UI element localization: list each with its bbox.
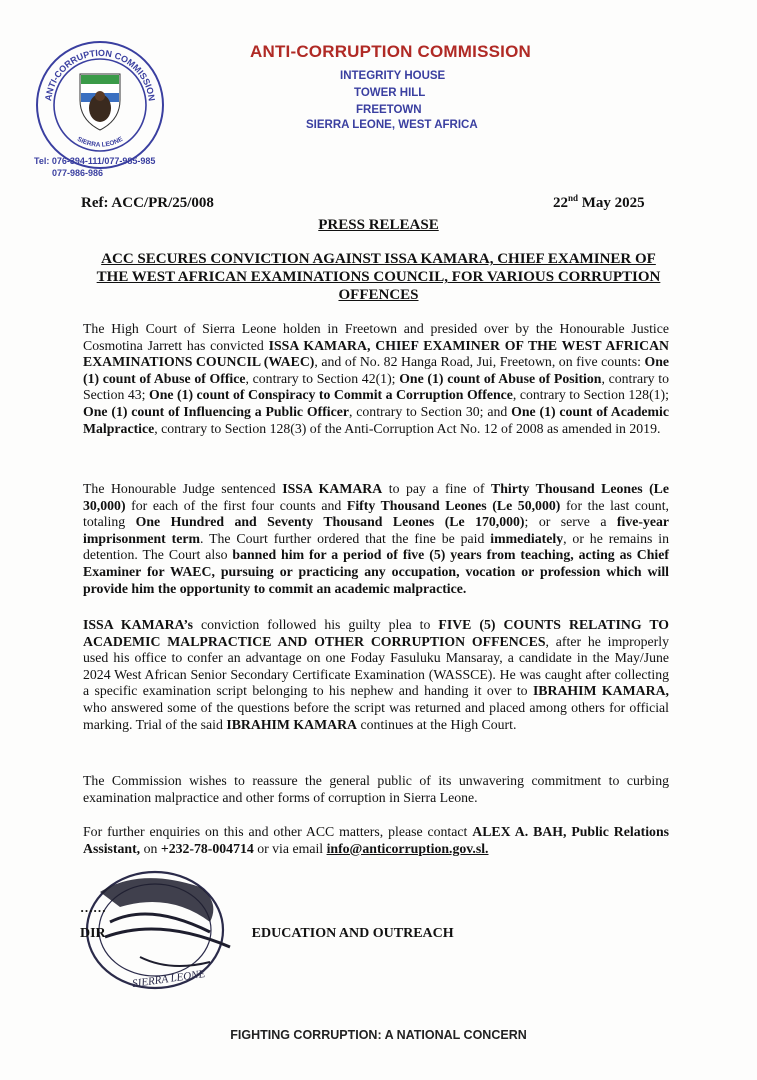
paragraph-0-segment-0: The High Court of Sierra Leone holden in Freetown and presided over by the Honourable Justice Cosmotina Jarrett has convicted (83, 321, 669, 353)
paragraph-4-segment-3: +232-78-004714 (160, 840, 254, 856)
paragraph-2-segment-6: IBRAHIM KAMARA (226, 716, 358, 732)
paragraph-1-segment-10: . The Court further ordered that the fine be paid (200, 530, 491, 546)
paragraph-background (83, 617, 669, 733)
paragraph-2-segment-2: FIVE (5) COUNTS RELATING TO ACADEMIC MALPRACTICE AND OTHER CORRUPTION OFFENCES (83, 617, 670, 649)
paragraph-0-segment-6: , contrary to Section 43; (83, 370, 669, 403)
paragraph-2-segment-3: , after he improperly used his office to confer an advantage on one Foday Fasuluku Mansaray, a candidate in the May/June 2024 West African Senior Secondary Certificate Examination (WASSCE). He was caught after collecting a specific examination script belonging to his nephew and handing it over to (83, 633, 669, 699)
paragraph-0-segment-10: , contrary to Section 30; and (349, 403, 512, 419)
paragraph-1-segment-2: to pay a fine of (382, 481, 492, 496)
paragraph-1-segment-6: for the last count, totaling (83, 497, 669, 530)
acc-seal-logo (33, 38, 167, 172)
paragraph-2-segment-4: IBRAHIM KAMARA, (532, 683, 669, 699)
signature-line: …… (80, 900, 106, 915)
paragraph-4-segment-5[interactable]: info@anticorruption.gov.sl. (326, 840, 489, 856)
paragraph-1-segment-8: ; or serve a (524, 514, 617, 530)
paragraph-0-segment-9: One (1) count of Influencing a Public Officer (83, 403, 349, 419)
paragraph-1-segment-7: One Hundred and Seventy Thousand Leones (Le 170,000) (135, 514, 525, 530)
paragraph-commitment (83, 773, 669, 806)
paragraph-1-segment-0: The Honourable Judge sentenced (83, 481, 283, 496)
paragraph-4-segment-4: or via email (253, 840, 327, 856)
paragraph-4-segment-2: on (140, 840, 161, 856)
seal-ring-text: ANTI-CORRUPTION COMMISSION (43, 47, 157, 102)
stamp-text: SIERRA LEONE (131, 968, 206, 991)
address-line-3: FREETOWN (356, 104, 422, 116)
document-title: PRESS RELEASE (318, 217, 439, 233)
paragraph-0-segment-4: , contrary to Section 42(1); (245, 370, 400, 386)
paragraph-2-segment-1: conviction followed his guilty plea to (192, 617, 439, 632)
paragraph-0-segment-5: One (1) count of Abuse of Position (399, 370, 602, 386)
paragraph-sentence (83, 481, 669, 597)
headline-line-2: THE WEST AFRICAN EXAMINATIONS COUNCIL, FOR VARIOUS CORRUPTION (96, 269, 661, 285)
paragraph-0-segment-3: One (1) count of Abuse of Office (83, 354, 669, 386)
paragraph-3-segment-0: The Commission wishes to reassure the general public of its unwavering commitment to curbing examination malpractice and other forms of corruption in Sierra Leone. (83, 773, 669, 805)
footer-slogan: FIGHTING CORRUPTION: A NATIONAL CONCERN (230, 1028, 527, 1042)
paragraph-0-segment-11: One (1) count of Academic Malpractice (83, 403, 670, 436)
paragraph-enquiries (83, 824, 669, 857)
paragraph-1-segment-11: immediately (490, 530, 564, 546)
paragraph-0-segment-8: , contrary to Section 128(1); (512, 387, 669, 403)
paragraph-2-segment-0: ISSA KAMARA’s (83, 617, 193, 632)
paragraph-2-segment-7: continues at the High Court. (357, 716, 517, 732)
reference-number: Ref: ACC/PR/25/008 (81, 195, 214, 211)
paragraph-0-segment-7: One (1) count of Conspiracy to Commit a Corruption Offence (148, 387, 513, 403)
address-line-1: INTEGRITY HOUSE (340, 70, 446, 82)
paragraph-0-segment-12: , contrary to Section 128(3) of the Anti-Corruption Act No. 12 of 2008 as amended in 2019. (154, 420, 661, 436)
organization-name: ANTI-CORRUPTION COMMISSION (250, 42, 531, 61)
paragraph-1-segment-13: banned him for a period of five (5) years from teaching, acting as Chief Examiner for WAEC, pursuing or practicing any occupation, vocation or profession which will provide him the opportunity to commit an academic malpractice. (83, 547, 669, 596)
release-date: 22nd May 2025 (553, 193, 645, 211)
paragraph-1-segment-9: five-year imprisonment term (83, 514, 669, 546)
address-line-2: TOWER HILL (354, 87, 426, 99)
headline-line-1: ACC SECURES CONVICTION AGAINST ISSA KAMARA, CHIEF EXAMINER OF (101, 251, 656, 267)
paragraph-4-segment-1: ALEX A. BAH, Public Relations Assistant, (83, 824, 669, 856)
paragraph-conviction (83, 321, 669, 437)
paragraph-1-segment-12: , or he remains in detention. The Court also (83, 530, 669, 563)
telephone-numbers: Tel: 076-394-111/077-985-985 (34, 156, 156, 166)
paragraph-0-segment-2: , and of No. 82 Hanga Road, Jui, Freetown, on five counts: (314, 354, 645, 370)
svg-text:SIERRA LEONE: SIERRA LEONE (75, 135, 125, 149)
signatory-title: DIR EDUCATION AND OUTREACH (80, 926, 454, 941)
paragraph-1-segment-4: for each of the first four counts and (125, 497, 347, 513)
paragraph-0-segment-1: ISSA KAMARA, CHIEF EXAMINER OF THE WEST AFRICAN EXAMINATIONS COUNCIL (WAEC) (83, 337, 669, 370)
paragraph-1-segment-3: Thirty Thousand Leones (Le 30,000) (83, 481, 670, 513)
paragraph-1-segment-5: Fifty Thousand Leones (Le 50,000) (346, 497, 561, 513)
telephone-numbers-2: 077-986-986 (52, 168, 104, 178)
address-line-4: SIERRA LEONE, WEST AFRICA (306, 119, 478, 131)
paragraph-1-segment-1: ISSA KAMARA (282, 481, 383, 496)
headline-line-3: OFFENCES (338, 287, 419, 303)
paragraph-2-segment-5: who answered some of the questions before the script was returned and placed among others for official marking. Trial of the said (83, 699, 669, 732)
paragraph-4-segment-0: For further enquiries on this and other ACC matters, please contact (83, 824, 473, 839)
